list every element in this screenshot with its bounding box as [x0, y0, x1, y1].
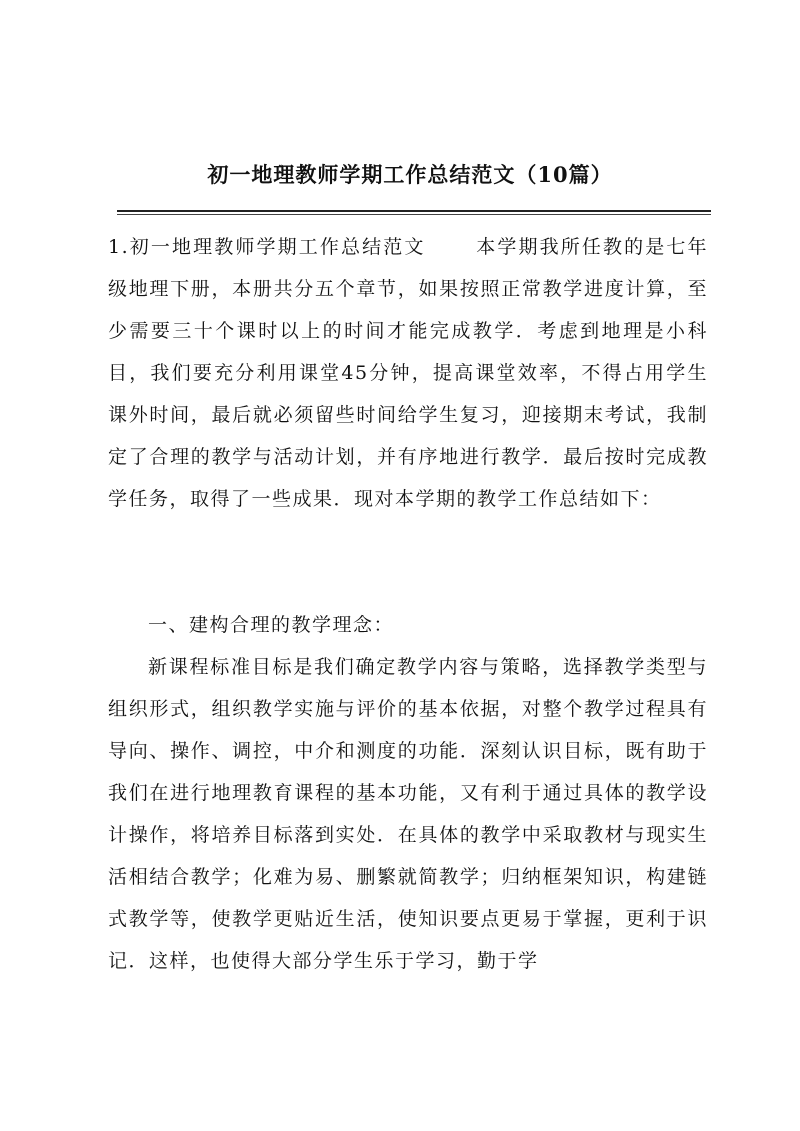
intro-heading: 1.初一地理教师学期工作总结范文	[108, 236, 426, 258]
intro-paragraph	[108, 226, 708, 520]
intro-body: 本学期我所任教的是七年级地理下册，本册共分五个章节，如果按照正常教学进度计算，至少需要三十个课时以上的时间才能完成教学．考虑到地理是小科目，我们要充分利用课堂45分钟，提高课堂效率，不得占用学生课外时间，最后就必须留些时间给学生复习，迎接期末考试，我制定了合理的教学与活动计划，并有序地进行教学．最后按时完成教学任务，取得了一些成果．现对本学期的教学工作总结如下：	[108, 236, 708, 510]
section-heading: 一、建构合理的教学理念：	[148, 614, 395, 636]
section-paragraph: 新课程标准目标是我们确定教学内容与策略，选择教学类型与组织形式，组织教学实施与评价的基本依据，对整个教学过程具有导向、操作、调控，中介和测度的功能．深刻认识目标，既有助于我们在进行地理教育课程的基本功能，又有利于通过具体的教学设计操作，将培养目标落到实处．在具体的教学中采取教材与现实生活相结合教学；化难为易、删繁就简教学；归纳框架知识，构建链式教学等，使教学更贴近生活，使知识要点更易于掌握，更利于识记．这样，也使得大部分学生乐于学习，勤于学	[108, 656, 708, 972]
title-divider-thick	[117, 210, 711, 212]
document-title: 初一地理教师学期工作总结范文（10篇）	[207, 162, 613, 187]
title-divider-thin	[117, 214, 711, 215]
